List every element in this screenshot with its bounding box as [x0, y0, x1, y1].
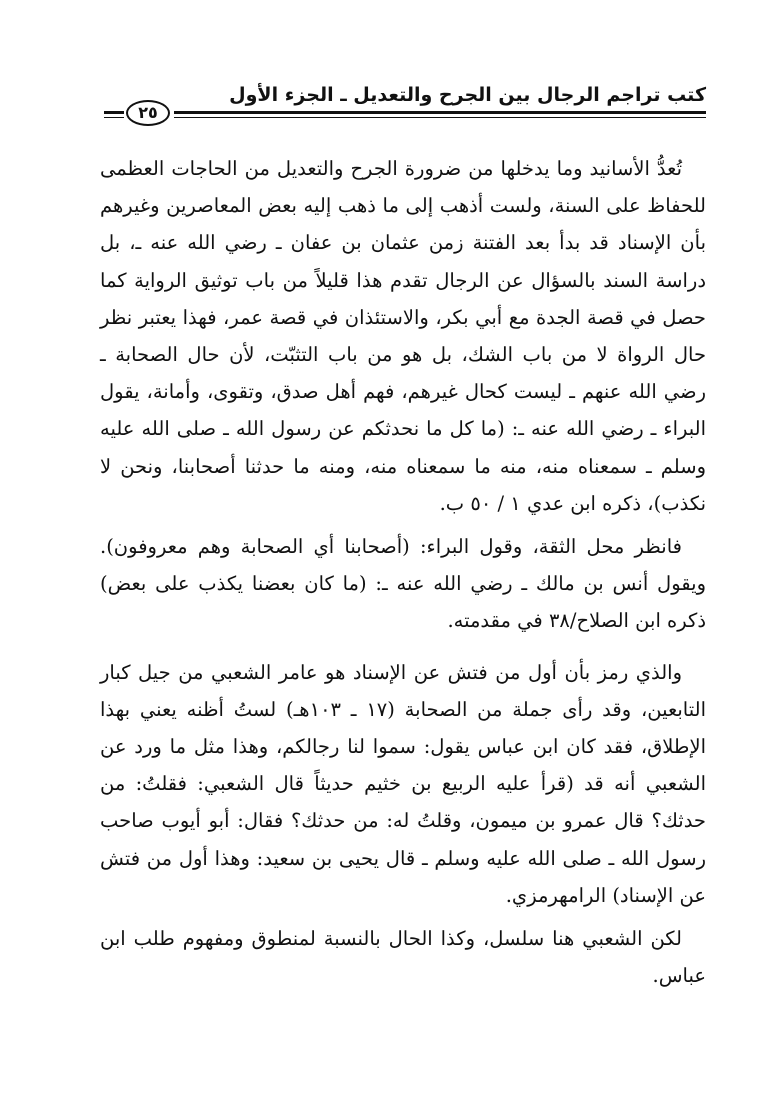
- page-number: ٢٥: [138, 103, 158, 122]
- page-number-badge: [126, 100, 170, 126]
- body-text: [100, 150, 706, 994]
- header-rule-thick: [174, 111, 706, 114]
- running-header: [104, 82, 706, 126]
- paragraph: تُعدُّ الأسانيد وما يدخلها من ضرورة الجرح والتعديل من الحاجات العظمى للحفاظ على السنة، ولست أذهب إلى ما ذهب إليه بعض المعاصرين وغيرهم بأن الإسناد قد بدأ بعد الفتنة زمن عثمان بن عفان ـ رضي الله عنه ـ، بل دراسة السند بالسؤال عن الرجال تقدم هذا قليلاً من باب توثيق الرواية كما حصل في قصة الجدة مع أبي بكر، والاستئذان في قصة عمر، فهذا يعتبر نظر حال الرواة لا من باب الشك، بل هو من باب التثبّت، لأن حال الصحابة ـ رضي الله عنهم ـ ليست كحال غيرهم، فهم أهل صدق، وتقوى، وأمانة، يقول البراء ـ رضي الله عنه ـ: (ما كل ما نحدثكم عن رسول الله ـ صلى الله عليه وسلم ـ سمعناه منه، منه ما سمعناه منه، ومنه ما حدثنا أصحابنا، ونحن لا نكذب)، ذكره ابن عدي ١ / ٥٠ ب.: [100, 157, 706, 515]
- running-header-title: كتب تراجم الرجال بين الجرح والتعديل ـ الجزء الأول: [229, 84, 706, 106]
- paragraph: والذي رمز بأن أول من فتش عن الإسناد هو عامر الشعبي من جيل كبار التابعين، وقد رأى جملة من الصحابة (١٧ ـ ١٠٣هـ) لستُ أظنه يعني بهذا الإطلاق، فقد كان ابن عباس يقول: سموا لنا رجالكم، وهذا مثل ما ورد عن الشعبي أنه قد (قرأ عليه الربيع بن خثيم حديثاً قال الشعبي: فقلتُ: من حدثك؟ قال عمرو بن ميمون، وقلتُ له: من حدثك؟ فقال: أبو أيوب صاحب رسول الله ـ صلى الله عليه وسلم ـ قال يحيى بن سعيد: وهذا أول من فتش عن الإسناد) الرامهرمزي.: [100, 660, 706, 907]
- header-rule-left-thick: [104, 111, 124, 114]
- header-rule-left-thin: [104, 117, 124, 118]
- header-rule-thin: [174, 117, 706, 118]
- paragraph: فانظر محل الثقة، وقول البراء: (أصحابنا أي الصحابة وهم معروفون). ويقول أنس بن مالك ـ رضي الله عنه ـ: (ما كان بعضنا يكذب على بعض) ذكره ابن الصلاح/٣٨ في مقدمته.: [100, 535, 706, 633]
- paragraph: لكن الشعبي هنا سلسل، وكذا الحال بالنسبة لمنطوق ومفهوم طلب ابن عباس.: [100, 927, 706, 988]
